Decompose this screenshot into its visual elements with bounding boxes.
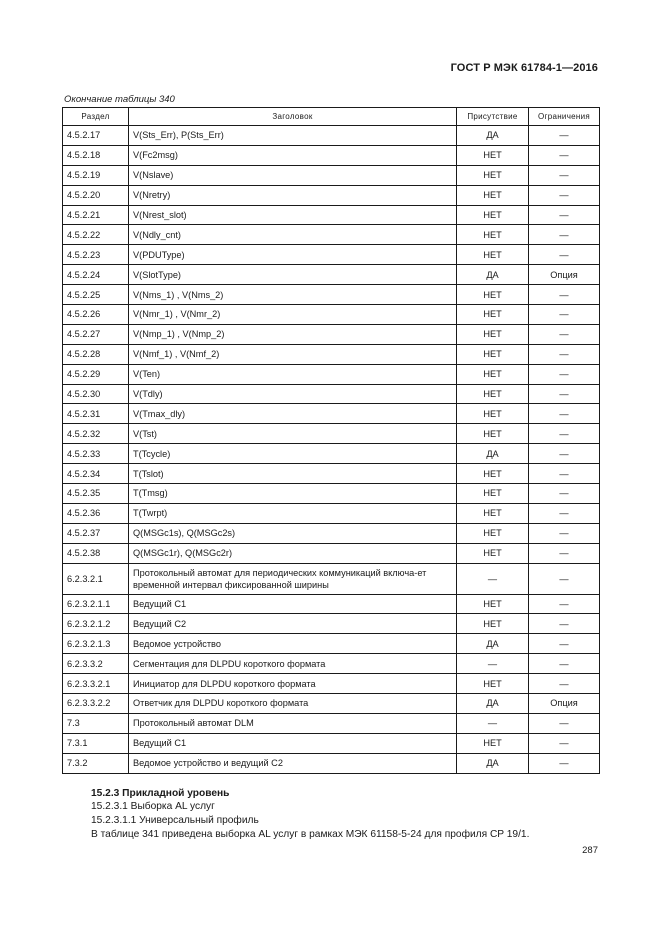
column-header-title: Заголовок <box>129 108 457 126</box>
cell-title: Сегментация для DLPDU короткого формата <box>129 654 457 674</box>
cell-title: V(SlotType) <box>129 265 457 285</box>
body-paragraph: В таблице 341 приведена выборка AL услуг в рамках МЭК 61158-5-24 для профиля CP 19/1. <box>91 829 530 840</box>
cell-title: Q(MSGc1r), Q(MSGc2r) <box>129 543 457 563</box>
cell-restrictions: — <box>529 523 600 543</box>
table-row <box>63 753 600 773</box>
table-row <box>63 404 600 424</box>
cell-restrictions: — <box>529 245 600 265</box>
cell-title: T(Twrpt) <box>129 503 457 523</box>
cell-presence: НЕТ <box>457 674 529 694</box>
column-header-presence: Присутствие <box>457 108 529 126</box>
cell-restrictions: — <box>529 126 600 146</box>
cell-presence: НЕТ <box>457 594 529 614</box>
requirements-table <box>62 107 600 774</box>
cell-restrictions: — <box>529 384 600 404</box>
cell-restrictions: — <box>529 364 600 384</box>
table-row <box>63 594 600 614</box>
cell-section: 6.2.3.3.2.1 <box>63 674 129 694</box>
cell-section: 6.2.3.3.2 <box>63 654 129 674</box>
cell-title: V(Nmf_1) , V(Nmf_2) <box>129 344 457 364</box>
cell-restrictions: — <box>529 503 600 523</box>
cell-section: 4.5.2.35 <box>63 484 129 504</box>
table-row <box>63 464 600 484</box>
page-number: 287 <box>582 845 598 856</box>
cell-title: Q(MSGc1s), Q(MSGc2s) <box>129 523 457 543</box>
cell-title: V(Sts_Err), P(Sts_Err) <box>129 126 457 146</box>
table-row <box>63 503 600 523</box>
cell-section: 7.3 <box>63 713 129 733</box>
subsection-universal-profile: 15.2.3.1.1 Универсальный профиль <box>91 815 259 826</box>
table-row <box>63 484 600 504</box>
table-row <box>63 305 600 325</box>
cell-presence: НЕТ <box>457 145 529 165</box>
table-row <box>63 543 600 563</box>
table-row <box>63 185 600 205</box>
cell-restrictions: — <box>529 424 600 444</box>
cell-presence: НЕТ <box>457 384 529 404</box>
cell-restrictions: Опция <box>529 694 600 714</box>
cell-title: V(Tmax_dly) <box>129 404 457 424</box>
cell-restrictions: — <box>529 205 600 225</box>
cell-title: V(Tst) <box>129 424 457 444</box>
cell-title: Ведущий С1 <box>129 594 457 614</box>
cell-restrictions: — <box>529 594 600 614</box>
table-row <box>63 674 600 694</box>
cell-section: 4.5.2.31 <box>63 404 129 424</box>
cell-restrictions: — <box>529 753 600 773</box>
cell-presence: НЕТ <box>457 285 529 305</box>
subsection-al-services: 15.2.3.1 Выборка AL услуг <box>91 801 215 812</box>
table-row <box>63 165 600 185</box>
cell-presence: ДА <box>457 753 529 773</box>
table-row <box>63 285 600 305</box>
table-header-row <box>63 108 600 126</box>
table-caption: Окончание таблицы 340 <box>64 94 175 105</box>
cell-presence: ДА <box>457 694 529 714</box>
cell-restrictions: — <box>529 344 600 364</box>
cell-presence: ДА <box>457 265 529 285</box>
cell-title: V(Nmp_1) , V(Nmp_2) <box>129 324 457 344</box>
cell-restrictions: — <box>529 285 600 305</box>
cell-title: T(Tcycle) <box>129 444 457 464</box>
cell-restrictions: — <box>529 185 600 205</box>
cell-presence: ДА <box>457 444 529 464</box>
cell-restrictions: — <box>529 674 600 694</box>
cell-restrictions: — <box>529 444 600 464</box>
table-row <box>63 384 600 404</box>
cell-title: V(Tdly) <box>129 384 457 404</box>
cell-section: 7.3.2 <box>63 753 129 773</box>
cell-section: 6.2.3.3.2.2 <box>63 694 129 714</box>
cell-section: 4.5.2.38 <box>63 543 129 563</box>
cell-presence: НЕТ <box>457 305 529 325</box>
cell-title: V(Fc2msg) <box>129 145 457 165</box>
cell-presence: — <box>457 563 529 594</box>
cell-section: 4.5.2.32 <box>63 424 129 444</box>
table-row <box>63 654 600 674</box>
cell-restrictions: — <box>529 563 600 594</box>
cell-presence: НЕТ <box>457 484 529 504</box>
table-row <box>63 364 600 384</box>
cell-title: Ведомое устройство <box>129 634 457 654</box>
cell-section: 7.3.1 <box>63 733 129 753</box>
cell-section: 4.5.2.25 <box>63 285 129 305</box>
table-row <box>63 444 600 464</box>
cell-title: V(Nrest_slot) <box>129 205 457 225</box>
cell-title: Инициатор для DLPDU короткого формата <box>129 674 457 694</box>
table-row <box>63 523 600 543</box>
cell-title: V(Nms_1) , V(Nms_2) <box>129 285 457 305</box>
cell-restrictions: — <box>529 324 600 344</box>
cell-presence: НЕТ <box>457 543 529 563</box>
cell-presence: НЕТ <box>457 344 529 364</box>
cell-presence: НЕТ <box>457 205 529 225</box>
cell-section: 6.2.3.2.1.3 <box>63 634 129 654</box>
cell-title: Ведомое устройство и ведущий С2 <box>129 753 457 773</box>
cell-title: V(PDUType) <box>129 245 457 265</box>
cell-section: 4.5.2.24 <box>63 265 129 285</box>
cell-title: Ведущий С2 <box>129 614 457 634</box>
table-row <box>63 563 600 594</box>
table-row <box>63 324 600 344</box>
table-row <box>63 614 600 634</box>
cell-title: V(Nmr_1) , V(Nmr_2) <box>129 305 457 325</box>
cell-presence: НЕТ <box>457 225 529 245</box>
cell-section: 4.5.2.30 <box>63 384 129 404</box>
cell-presence: НЕТ <box>457 614 529 634</box>
cell-presence: НЕТ <box>457 733 529 753</box>
cell-title: T(Tmsg) <box>129 484 457 504</box>
table-row <box>63 634 600 654</box>
cell-presence: ДА <box>457 126 529 146</box>
cell-section: 4.5.2.22 <box>63 225 129 245</box>
cell-restrictions: — <box>529 614 600 634</box>
cell-section: 4.5.2.27 <box>63 324 129 344</box>
cell-presence: НЕТ <box>457 245 529 265</box>
document-header: ГОСТ Р МЭК 61784-1—2016 <box>450 62 598 74</box>
cell-presence: НЕТ <box>457 503 529 523</box>
cell-section: 4.5.2.19 <box>63 165 129 185</box>
cell-title: Ведущий С1 <box>129 733 457 753</box>
cell-section: 4.5.2.28 <box>63 344 129 364</box>
cell-title: V(Ndly_cnt) <box>129 225 457 245</box>
cell-title: Протокольный автомат для периодических коммуникаций включа-ет временной интервал фиксированной ширины <box>129 563 457 594</box>
cell-restrictions: — <box>529 634 600 654</box>
cell-section: 4.5.2.21 <box>63 205 129 225</box>
table-row <box>63 344 600 364</box>
table-row <box>63 245 600 265</box>
cell-presence: НЕТ <box>457 185 529 205</box>
table-row <box>63 733 600 753</box>
cell-section: 6.2.3.2.1 <box>63 563 129 594</box>
cell-title: V(Nretry) <box>129 185 457 205</box>
column-header-restrictions: Ограничения <box>529 108 600 126</box>
cell-presence: НЕТ <box>457 424 529 444</box>
table-row <box>63 424 600 444</box>
cell-presence: НЕТ <box>457 364 529 384</box>
table-row <box>63 145 600 165</box>
cell-section: 4.5.2.18 <box>63 145 129 165</box>
section-heading: 15.2.3 Прикладной уровень <box>91 788 230 799</box>
cell-title: T(Tslot) <box>129 464 457 484</box>
cell-section: 4.5.2.34 <box>63 464 129 484</box>
cell-section: 4.5.2.29 <box>63 364 129 384</box>
cell-restrictions: Опция <box>529 265 600 285</box>
cell-restrictions: — <box>529 145 600 165</box>
cell-restrictions: — <box>529 165 600 185</box>
cell-section: 4.5.2.20 <box>63 185 129 205</box>
cell-restrictions: — <box>529 654 600 674</box>
table-row <box>63 713 600 733</box>
cell-section: 4.5.2.17 <box>63 126 129 146</box>
cell-section: 4.5.2.37 <box>63 523 129 543</box>
cell-title: Ответчик для DLPDU короткого формата <box>129 694 457 714</box>
cell-restrictions: — <box>529 305 600 325</box>
cell-presence: НЕТ <box>457 165 529 185</box>
cell-presence: НЕТ <box>457 464 529 484</box>
table-row <box>63 694 600 714</box>
cell-section: 4.5.2.36 <box>63 503 129 523</box>
cell-section: 6.2.3.2.1.2 <box>63 614 129 634</box>
table-row <box>63 126 600 146</box>
cell-restrictions: — <box>529 464 600 484</box>
cell-presence: — <box>457 713 529 733</box>
cell-restrictions: — <box>529 484 600 504</box>
column-header-section: Раздел <box>63 108 129 126</box>
table-row <box>63 225 600 245</box>
cell-section: 6.2.3.2.1.1 <box>63 594 129 614</box>
table-row <box>63 265 600 285</box>
cell-restrictions: — <box>529 404 600 424</box>
cell-restrictions: — <box>529 733 600 753</box>
cell-presence: — <box>457 654 529 674</box>
cell-section: 4.5.2.26 <box>63 305 129 325</box>
cell-restrictions: — <box>529 713 600 733</box>
cell-title: V(Ten) <box>129 364 457 384</box>
cell-presence: ДА <box>457 634 529 654</box>
cell-presence: НЕТ <box>457 324 529 344</box>
cell-section: 4.5.2.33 <box>63 444 129 464</box>
cell-presence: НЕТ <box>457 523 529 543</box>
cell-restrictions: — <box>529 225 600 245</box>
table-row <box>63 205 600 225</box>
cell-restrictions: — <box>529 543 600 563</box>
cell-title: V(Nslave) <box>129 165 457 185</box>
cell-section: 4.5.2.23 <box>63 245 129 265</box>
cell-title: Протокольный автомат DLM <box>129 713 457 733</box>
cell-presence: НЕТ <box>457 404 529 424</box>
